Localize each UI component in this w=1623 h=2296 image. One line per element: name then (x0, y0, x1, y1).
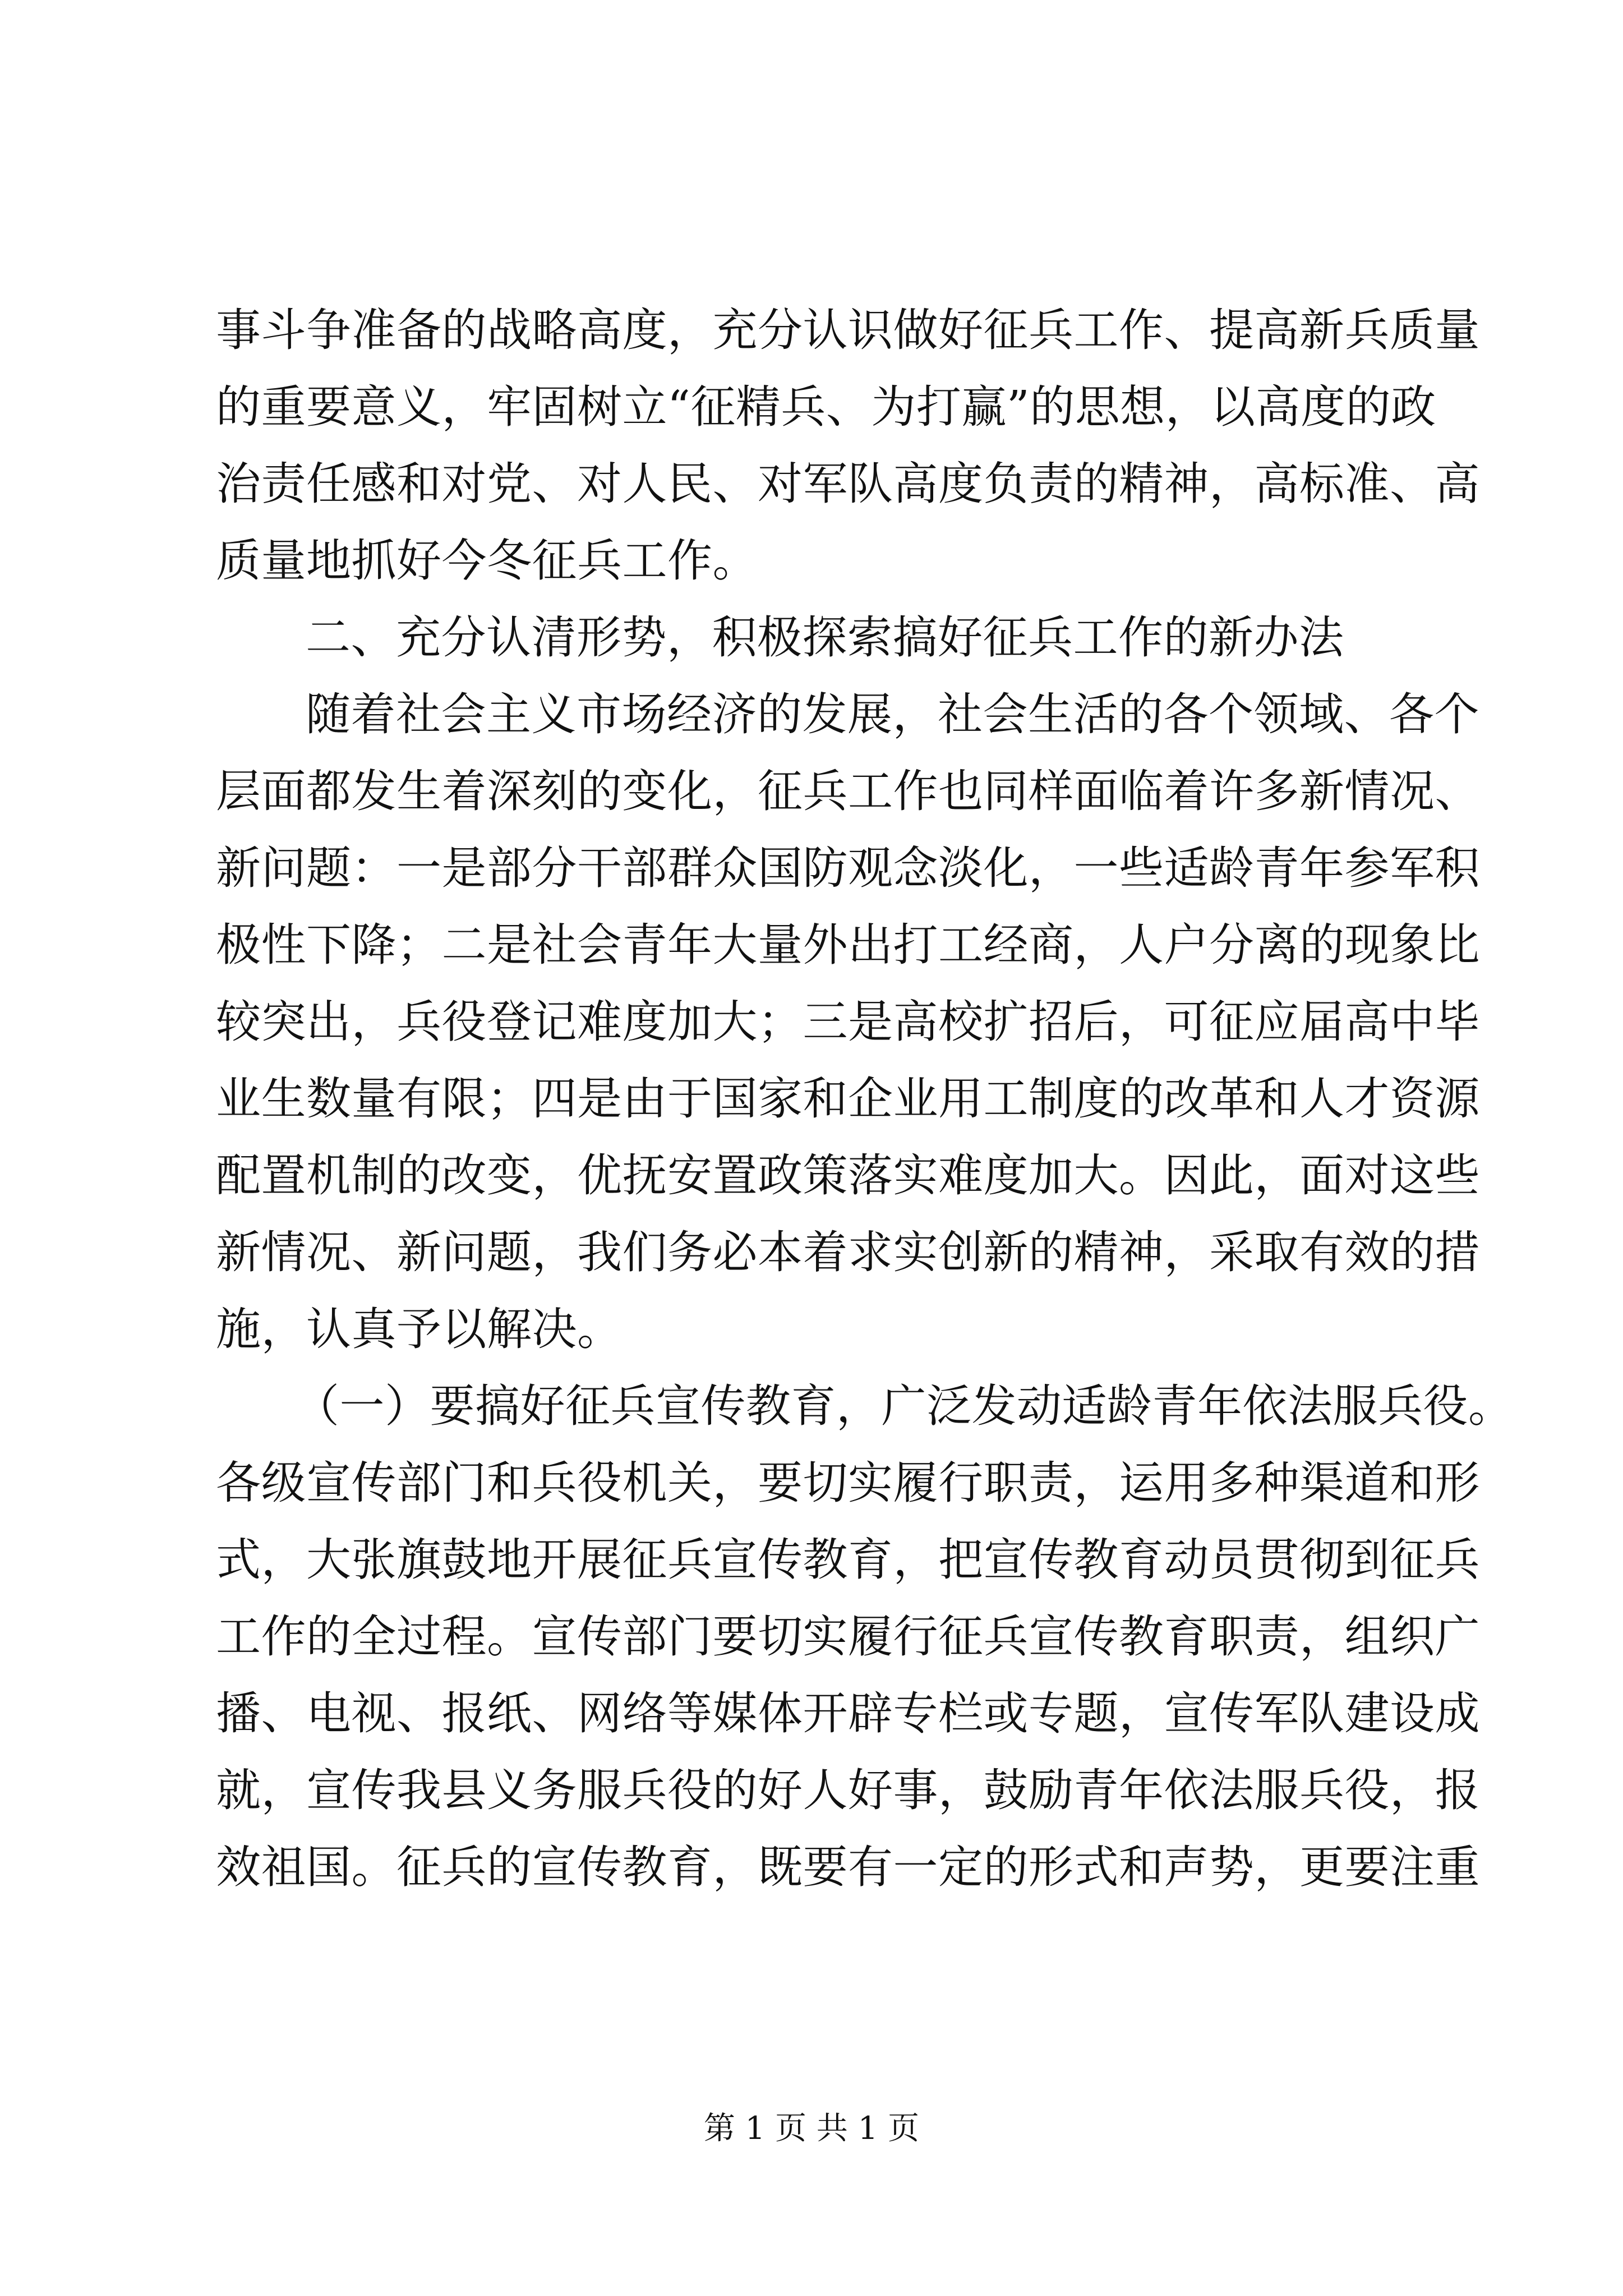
text-line: 极性下降；二是社会青年大量外出打工经商，人户分离的现象比 (216, 919, 1480, 971)
text-line: 事斗争准备的战略高度，充分认识做好征兵工作、提高新兵质量 (216, 304, 1480, 356)
text-line: 的重要意义，牢固树立“征精兵、为打赢”的思想，以高度的政 (216, 381, 1436, 433)
body-text (216, 292, 1514, 1906)
text-line: 就，宣传我县义务服兵役的好人好事，鼓励青年依法服兵役，报 (216, 1764, 1480, 1816)
text-line: 治责任感和对党、对人民、对军队高度负责的精神，高标准、高 (216, 458, 1480, 510)
text-line: 效祖国。征兵的宣传教育，既要有一定的形式和声势，更要注重 (216, 1841, 1480, 1893)
text-line: 新情况、新问题，我们务必本着求实创新的精神，采取有效的措 (216, 1226, 1480, 1278)
text-line: 层面都发生着深刻的变化，征兵工作也同样面临着许多新情况、 (216, 765, 1480, 817)
text-line: 式，大张旗鼓地开展征兵宣传教育，把宣传教育动员贯彻到征兵 (216, 1534, 1480, 1586)
section-heading: 二、充分认清形势，积极探索搞好征兵工作的新办法 (306, 611, 1344, 664)
text-line: 工作的全过程。宣传部门要切实履行征兵宣传教育职责，组织广 (216, 1611, 1480, 1663)
text-line: 随着社会主义市场经济的发展，社会生活的各个领域、各个 (306, 688, 1479, 740)
text-line: 较突出，兵役登记难度加大；三是高校扩招后，可征应届高中毕 (216, 996, 1480, 1048)
text-line: 新问题：一是部分干部群众国防观念淡化，一些适龄青年参军积 (216, 842, 1480, 894)
text-line: 质量地抓好今冬征兵工作。 (216, 535, 758, 587)
text-line: 各级宣传部门和兵役机关，要切实履行职责，运用多种渠道和形 (216, 1457, 1480, 1509)
text-line: 业生数量有限；四是由于国家和企业用工制度的改革和人才资源 (216, 1073, 1480, 1125)
text-line: 施，认真予以解决。 (216, 1303, 623, 1355)
subsection-heading: （一）要搞好征兵宣传教育，广泛发动适龄青年依法服兵役。 (294, 1380, 1514, 1432)
page-number: 第 1 页 共 1 页 (703, 2110, 920, 2147)
text-line: 配置机制的改变，优抚安置政策落实难度加大。因此，面对这些 (216, 1149, 1480, 1202)
text-line: 播、电视、报纸、网络等媒体开辟专栏或专题，宣传军队建设成 (216, 1687, 1480, 1740)
